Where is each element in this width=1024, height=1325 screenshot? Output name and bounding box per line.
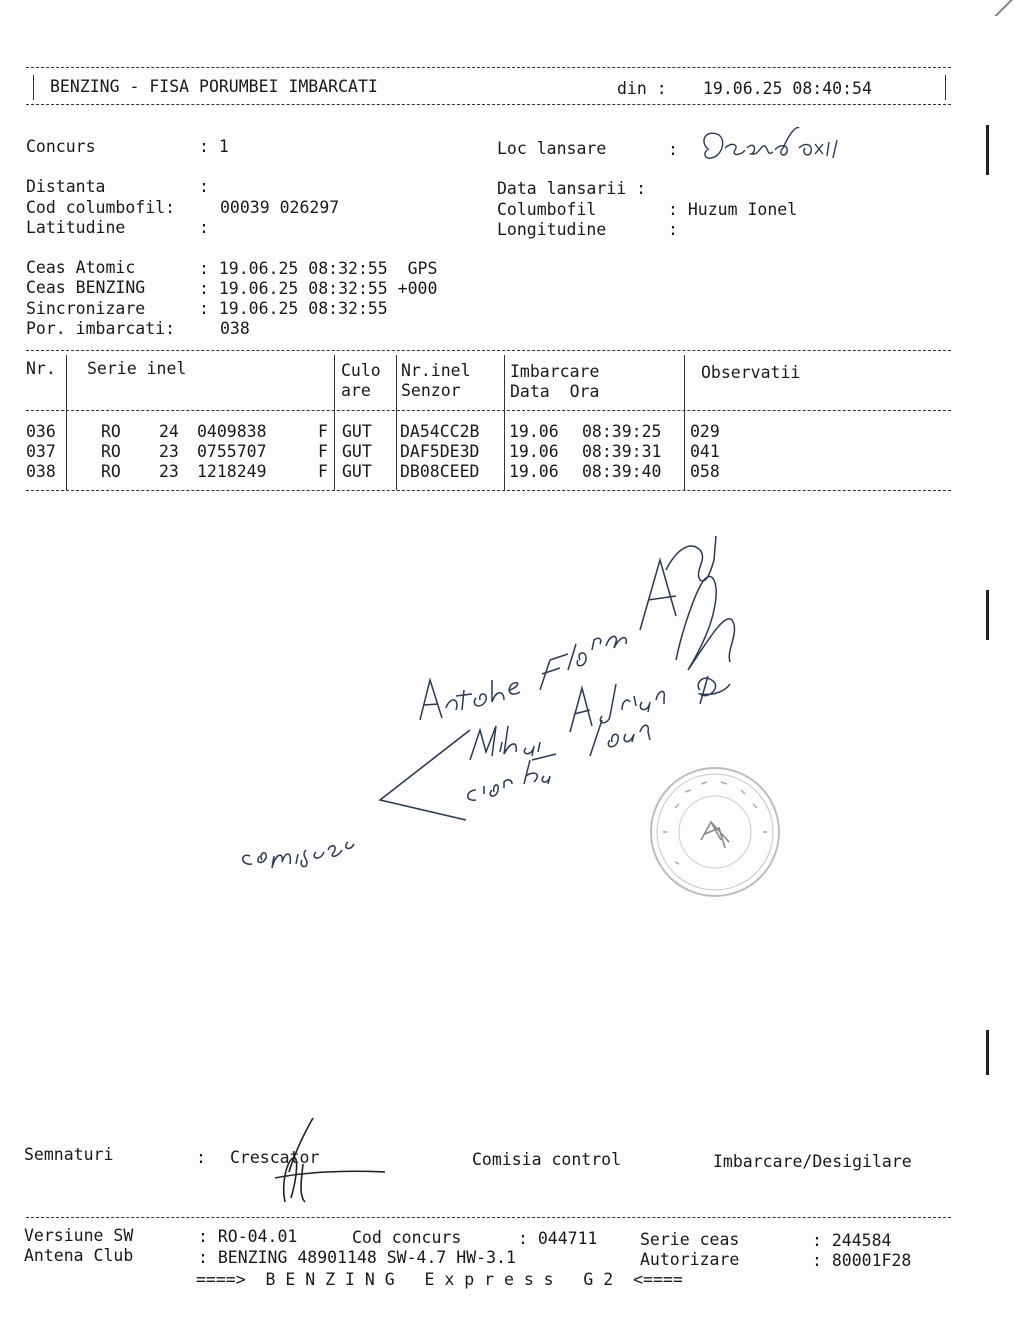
ceas-atomic-label: Ceas Atomic: [26, 258, 136, 277]
footer-divider: [26, 1217, 951, 1218]
cod-columbofil-label: Cod columbofil:: [26, 198, 176, 217]
cell-obs: 058: [690, 462, 720, 481]
cell-ring: 1218249: [197, 462, 267, 481]
cod-concurs-value: : 044711: [518, 1229, 598, 1248]
cell-sex: F: [318, 462, 328, 481]
header-top-border: [26, 67, 951, 68]
cell-ring: 0409838: [197, 422, 267, 441]
date-value: 19.06.25 08:40:54: [703, 79, 872, 98]
sincronizare-label: Sincronizare: [26, 299, 146, 318]
cell-sensor: DB08CEED: [400, 462, 480, 481]
sincronizare-value: : 19.06.25 08:32:55: [199, 299, 388, 318]
table-row: [26, 462, 951, 482]
header-bottom-border: [26, 104, 951, 105]
cell-ring: 0755707: [197, 442, 267, 461]
cell-sensor: DAF5DE3D: [400, 442, 480, 461]
cell-year: 24: [159, 422, 179, 441]
table-top-border: [26, 350, 951, 351]
cell-nr: 037: [26, 442, 56, 461]
col-dataora-header: Data Ora: [510, 382, 600, 401]
benzing-express-banner: ====> B E N Z I N G E x p r e s s G 2 <====: [196, 1270, 683, 1289]
autorizare-label: Autorizare: [640, 1250, 740, 1269]
col-nrinel-header: Nr.inel: [401, 361, 471, 380]
data-lansarii-label: Data lansarii :: [497, 179, 647, 198]
semnaturi-label: Semnaturi: [24, 1145, 114, 1164]
cell-time: 08:39:31: [582, 442, 662, 461]
versiune-sw-label: Versiune SW: [24, 1226, 134, 1245]
col-observatii-header: Observatii: [701, 363, 801, 382]
cell-sensor: DA54CC2B: [400, 422, 480, 441]
por-imbarcati-value: 038: [220, 319, 250, 338]
distanta-value: :: [199, 177, 209, 196]
cell-country: RO: [101, 442, 121, 461]
document-title: BENZING - FISA PORUMBEI IMBARCATI: [50, 77, 378, 96]
antena-club-value: : BENZING 48901148 SW-4.7 HW-3.1: [198, 1248, 516, 1267]
latitudine-value: :: [199, 218, 209, 237]
col-imbarcare-header: Imbarcare: [510, 362, 600, 381]
versiune-sw-value: : RO-04.01: [198, 1227, 298, 1246]
loc-lansare-sep: :: [668, 140, 678, 159]
latitudine-label: Latitudine: [26, 218, 126, 237]
por-imbarcati-label: Por. imbarcati:: [26, 319, 176, 338]
table-header-divider: [26, 410, 951, 411]
cell-sex: F: [318, 442, 328, 461]
date-label: din :: [617, 79, 667, 98]
cell-country: RO: [101, 462, 121, 481]
scan-edge-mark: [986, 125, 989, 175]
header-left-border: [33, 75, 34, 100]
imbarcare-desigilare-label: Imbarcare/Desigilare: [713, 1152, 912, 1171]
serie-ceas-value: : 244584: [812, 1231, 892, 1250]
cell-date: 19.06: [509, 462, 559, 481]
col-senzor-header: Senzor: [401, 381, 461, 400]
scan-edge-mark: [986, 1030, 989, 1075]
cod-columbofil-value: 00039 026297: [220, 198, 340, 217]
club-stamp: [645, 762, 785, 902]
concurs-label: Concurs: [26, 137, 96, 156]
cell-nr: 038: [26, 462, 56, 481]
col-culo-header: Culo: [341, 361, 381, 380]
cell-year: 23: [159, 462, 179, 481]
longitudine-value: :: [668, 220, 678, 239]
cell-nr: 036: [26, 422, 56, 441]
table-row: [26, 442, 951, 462]
cell-obs: 041: [690, 442, 720, 461]
cell-country: RO: [101, 422, 121, 441]
crescator-label: Crescator: [230, 1148, 320, 1167]
ceas-benzing-label: Ceas BENZING: [26, 278, 146, 297]
cell-date: 19.06: [509, 442, 559, 461]
cod-concurs-label: Cod concurs: [352, 1228, 462, 1247]
header-right-border: [945, 75, 946, 100]
col-serie-header: Serie inel: [87, 359, 187, 378]
cell-date: 19.06: [509, 422, 559, 441]
ceas-benzing-value: : 19.06.25 08:32:55 +000: [199, 279, 438, 298]
loc-lansare-label: Loc lansare: [497, 139, 607, 158]
cell-time: 08:39:25: [582, 422, 662, 441]
scan-edge-mark: [986, 590, 989, 640]
autorizare-value: : 80001F28: [812, 1251, 912, 1270]
col-nr-header: Nr.: [26, 359, 56, 378]
scan-corner-shadow: [990, 0, 1024, 16]
cell-sex: F: [318, 422, 328, 441]
handwritten-location: [695, 122, 895, 172]
cell-year: 23: [159, 442, 179, 461]
semnaturi-sep: :: [196, 1148, 206, 1167]
concurs-value: : 1: [199, 137, 229, 156]
cell-color: GUT: [342, 462, 372, 481]
cell-color: GUT: [342, 442, 372, 461]
cell-color: GUT: [342, 422, 372, 441]
distanta-label: Distanta: [26, 177, 106, 196]
cell-obs: 029: [690, 422, 720, 441]
antena-club-label: Antena Club: [24, 1246, 134, 1265]
table-bottom-border: [26, 490, 951, 491]
table-row: [26, 422, 951, 442]
serie-ceas-label: Serie ceas: [640, 1230, 740, 1249]
comisia-control-label: Comisia control: [472, 1150, 622, 1169]
longitudine-label: Longitudine: [497, 220, 607, 239]
ceas-atomic-value: : 19.06.25 08:32:55 GPS: [199, 259, 438, 278]
handwritten-names: [230, 520, 790, 880]
col-are-header: are: [341, 381, 371, 400]
cell-time: 08:39:40: [582, 462, 662, 481]
columbofil-label: Columbofil: [497, 200, 597, 219]
columbofil-value: : Huzum Ionel: [668, 200, 798, 219]
